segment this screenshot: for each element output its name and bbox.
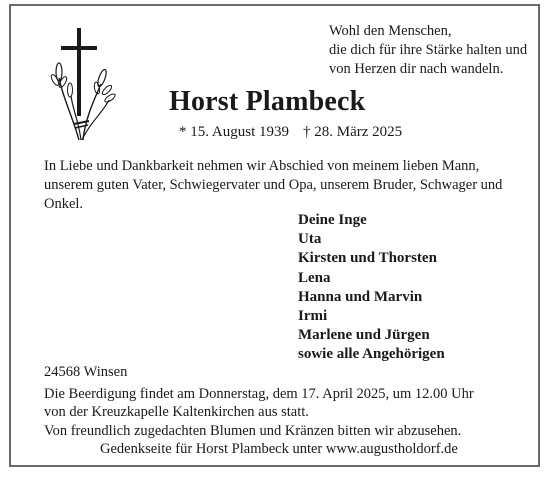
quote-block [329, 22, 527, 79]
family-member: Uta [298, 231, 322, 248]
cross-with-wheat-icon [49, 28, 119, 144]
quote-line: Wohl den Menschen, [329, 23, 452, 39]
quote-line: von Herzen dir nach wandeln. [329, 61, 504, 77]
city-line: 24568 Winsen [44, 364, 128, 380]
life-dates [179, 124, 402, 141]
footer-block [44, 363, 474, 459]
family-member: Deine Inge [298, 212, 367, 228]
family-member: Hanna und Marvin [298, 288, 423, 305]
quote-line: die dich für ihre Stärke halten und [329, 42, 528, 58]
family-member: sowie alle Angehörigen [298, 346, 445, 363]
family-member: Irmi [298, 308, 328, 325]
funeral-line: Die Beerdigung findet am Donnerstag, dem 17. April 2025, um 12.00 Uhr [44, 385, 474, 402]
memorial-link[interactable]: Gedenkseite für Horst Plambeck unter www.augustholdorf.de [100, 441, 458, 457]
family-member: Kirsten und Thorsten [298, 250, 437, 267]
death-date: † 28. März 2025 [303, 124, 403, 140]
obituary-frame [9, 4, 540, 467]
family-member: Marlene und Jürgen [298, 327, 430, 344]
flowers-line: Von freundlich zugedachten Blumen und Kränzen bitten wir abzusehen. [44, 422, 462, 439]
birth-date: * 15. August 1939 [179, 124, 290, 140]
deceased-name: Horst Plambeck [169, 86, 366, 117]
funeral-line: von der Kreuzkapelle Kaltenkirchen aus statt. [44, 404, 309, 420]
family-member: Lena [298, 269, 331, 286]
family-list [298, 211, 445, 365]
intro-text: In Liebe und Dankbarkeit nehmen wir Abschied von meinem lieben Mann, unserem guten Vater, Schwiegervater und Opa, unserem Bruder, Schwager und Onkel. [44, 158, 503, 212]
